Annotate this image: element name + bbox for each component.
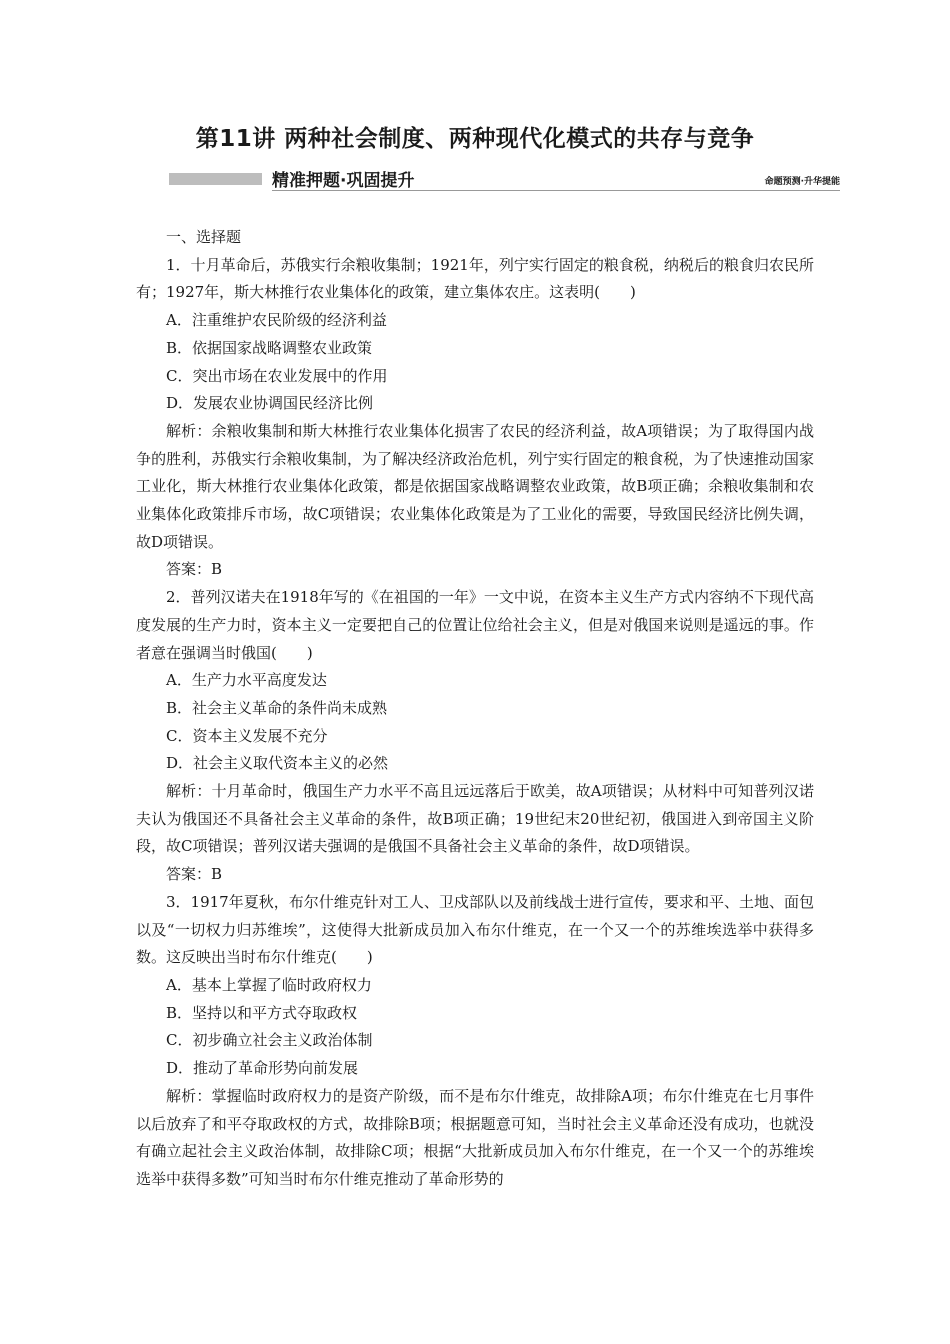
- document-body: [136, 224, 814, 1194]
- banner-bar: [169, 173, 262, 185]
- question-option: A．基本上掌握了临时政府权力: [166, 975, 372, 994]
- question-option: C．突出市场在农业发展中的作用: [166, 366, 388, 385]
- question-option: B．社会主义革命的条件尚未成熟: [166, 698, 388, 717]
- question-analysis: 解析：余粮收集制和斯大林推行农业集体化损害了农民的经济利益，故A项错误；为了取得国内战争的胜利，苏俄实行余粮收集制，为了解决经济政治危机，列宁实行固定的粮食税，为了快速推动国家工业化，斯大林推行农业集体化政策，都是依据国家战略调整农业政策，故B项正确；余粮收集制和农业集体化政策排斥市场，故C项错误；农业集体化政策是为了工业化的需要，导致国民经济比例失调，故D项错误。: [136, 421, 814, 551]
- question-stem: 1．十月革命后，苏俄实行余粮收集制；1921年，列宁实行固定的粮食税，纳税后的粮食归农民所有；1927年，斯大林推行农业集体化的政策，建立集体农庄。这表明( ): [136, 255, 814, 302]
- question-stem: 2．普列汉诺夫在1918年写的《在祖国的一年》一文中说，在资本主义生产方式内容纳不下现代高度发展的生产力时，资本主义一定要把自己的位置让位给社会主义，但是对俄国来说则是遥远的事。作者意在强调当时俄国( ): [136, 588, 814, 662]
- question-stem: 3．1917年夏秋，布尔什维克针对工人、卫戍部队以及前线战士进行宣传，要求和平、土地、面包以及“一切权力归苏维埃”，这使得大批新成员加入布尔什维克，在一个又一个的苏维埃选举中获得多数。这反映出当时布尔什维克( ): [136, 892, 814, 967]
- question-option: C．资本主义发展不充分: [166, 726, 328, 745]
- banner-heading: 精准押题·巩固提升: [272, 171, 415, 191]
- question-answer: 答案：B: [166, 865, 223, 884]
- question-option: D．推动了革命形势向前发展: [166, 1059, 359, 1078]
- section-heading: 一、选择题: [166, 228, 242, 246]
- question-analysis: 解析：十月革命时，俄国生产力水平不高且远远落后于欧美，故A项错误；从材料中可知普列汉诺夫认为俄国还不具备社会主义革命的条件，故B项正确；19世纪末20世纪初，俄国进入到帝国主义阶段，故C项错误；普列汉诺夫强调的是俄国不具备社会主义革命的条件，故D项错误。: [136, 782, 814, 856]
- question-option: B．依据国家战略调整农业政策: [166, 338, 373, 357]
- question-option: C．初步确立社会主义政治体制: [166, 1031, 373, 1050]
- question-option: B．坚持以和平方式夺取政权: [166, 1003, 358, 1022]
- question-option: A．注重维护农民阶级的经济利益: [166, 311, 387, 330]
- question-analysis: 解析：掌握临时政府权力的是资产阶级，而不是布尔什维克，故排除A项；布尔什维克在七月事件以后放弃了和平夺取政权的方式，故排除B项；根据题意可知，当时社会主义革命还没有成功，也就没有确立起社会主义政治体制，故排除C项；根据“大批新成员加入布尔什维克，在一个又一个的苏维埃选举中获得多数”可知当时布尔什维克推动了革命形势的: [136, 1086, 814, 1188]
- question-answer: 答案：B: [166, 560, 223, 579]
- banner-tag: 命题预测·升华提能: [764, 177, 840, 187]
- banner-rule: [272, 190, 840, 191]
- question-option: D．社会主义取代资本主义的必然: [166, 754, 389, 773]
- page-title: 第11讲 两种社会制度、两种现代化模式的共存与竞争: [195, 126, 755, 152]
- section-banner: [136, 166, 840, 190]
- question-option: A．生产力水平高度发达: [166, 671, 327, 690]
- question-option: D．发展农业协调国民经济比例: [166, 394, 374, 413]
